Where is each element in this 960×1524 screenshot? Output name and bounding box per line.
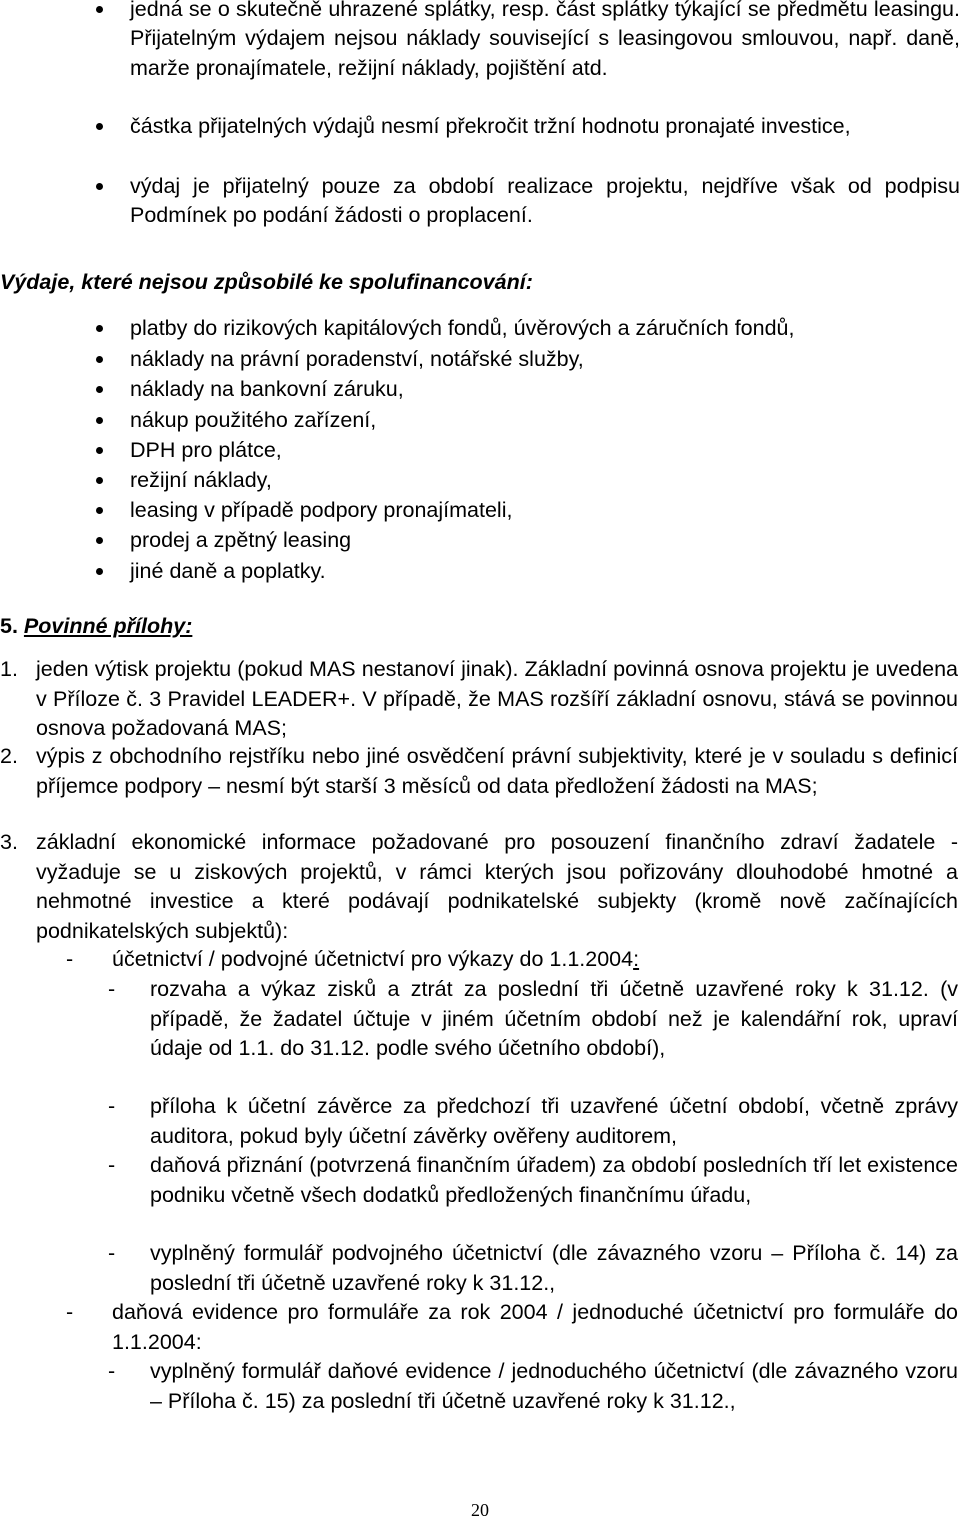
accounting-type-suffix: : [633, 947, 640, 971]
required-document-text: vyplněný formulář podvojného účetnictví (dle závazného vzoru – Příloha č. 14) za poslední tři účetně uzavřené roky k 31.12., [150, 1241, 958, 1295]
dash-marker: - [108, 977, 116, 1001]
page-number: 20 [471, 1500, 489, 1520]
accounting-type-text: účetnictví / podvojné účetnictví pro výkazy do 1.1.2004 [112, 947, 634, 971]
ineligible-heading: Výdaje, které nejsou způsobilé ke spolufinancování: [0, 270, 533, 294]
required-document-text: daňová přiznání (potvrzená finančním úřadem) za období posledních tří let existence podniku včetně všech dodatků předložených finančnímu úřadu, [150, 1153, 958, 1207]
list-item-text: leasing v případě podpory pronajímateli, [130, 498, 513, 522]
required-document-text: příloha k účetní závěrce za předchozí tři uzavřené účetní období, včetně zprávy auditora, pokud byly účetní závěrky ověřeny auditorem, [150, 1094, 958, 1148]
bullet-icon [96, 568, 103, 575]
list-item [130, 436, 960, 465]
list-item-text: částka přijatelných výdajů nesmí překročit tržní hodnotu pronajaté investice, [130, 114, 851, 138]
required-document-item [108, 1151, 958, 1210]
list-item-text: DPH pro plátce, [130, 438, 282, 462]
required-document-item [108, 1092, 958, 1151]
item-text: základní ekonomické informace požadované pro posouzení finančního zdraví žadatele - vyžaduje se u ziskových projektů, v rámci kterých jsou pořizovány dlouhodobé hmotné a nehmotné investice a které podávají podnikatelské subjekty (kromě nově začínajících podnikatelských subjektů): [36, 830, 958, 943]
list-item [130, 406, 960, 435]
list-item [130, 314, 960, 343]
list-item [130, 496, 960, 525]
dash-marker: - [108, 1241, 116, 1265]
item-number: 1. [0, 657, 18, 681]
item-text: jeden výtisk projektu (pokud MAS nestanoví jinak). Základní povinná osnova projektu je uvedena v Příloze č. 3 Pravidel LEADER+. V případě, že MAS rozšíří základní osnovu, stává se povinnou osnova požadovaná MAS; [36, 657, 958, 740]
list-item [130, 172, 960, 231]
bullet-icon [96, 6, 103, 13]
bullet-icon [96, 507, 103, 514]
required-document-item [108, 1357, 958, 1416]
required-document-item [108, 1239, 958, 1298]
required-document-item [108, 975, 958, 1064]
bullet-icon [96, 417, 103, 424]
list-item [130, 557, 960, 586]
list-item-text: náklady na právní poradenství, notářské služby, [130, 347, 584, 371]
required-document-text: vyplněný formulář daňové evidence / jednoduchého účetnictví (dle závazného vzoru – Příloha č. 15) za poslední tři účetně uzavřené roky k 31.12., [150, 1359, 958, 1413]
dash-marker: - [66, 947, 74, 971]
item-number: 3. [0, 830, 18, 854]
required-document-text: rozvaha a výkaz zisků a ztrát za poslední tři účetně uzavřené roky k 31.12. (v případě, že žadatel účtuje v jiném účetním období než je kalendářní rok, upraví údaje od 1.1. do 31.12. podle svého účetního období), [150, 977, 958, 1060]
list-item-text: jiné daně a poplatky. [130, 559, 326, 583]
list-item [130, 375, 960, 404]
dash-marker: - [66, 1300, 74, 1324]
dash-marker: - [108, 1153, 116, 1177]
item-text: výpis z obchodního rejstříku nebo jiné osvědčení právní subjektivity, které je v souladu s definicí příjemce podpory – nesmí být starší 3 měsíců od data předložení žádosti na MAS; [36, 744, 958, 798]
bullet-icon [96, 356, 103, 363]
numbered-item [0, 655, 958, 744]
list-item-text: nákup použitého zařízení, [130, 408, 377, 432]
accounting-type-item [66, 945, 958, 975]
bullet-icon [96, 183, 103, 190]
bullet-icon [96, 537, 103, 544]
list-item [130, 466, 960, 495]
accounting-type-text: daňová evidence pro formuláře za rok 2004 / jednoduché účetnictví pro formuláře do 1.1.2004: [112, 1300, 958, 1354]
list-item [130, 0, 960, 83]
numbered-item [0, 828, 958, 946]
numbered-item [0, 742, 958, 801]
bullet-icon [96, 325, 103, 332]
bullet-icon [96, 386, 103, 393]
section-number: 5. [0, 614, 18, 638]
accounting-type-item [66, 1298, 958, 1357]
item-number: 2. [0, 744, 18, 768]
dash-marker: - [108, 1094, 116, 1118]
bullet-icon [96, 477, 103, 484]
section-title: Povinné přílohy: [23, 614, 193, 638]
bullet-icon [96, 447, 103, 454]
bullet-icon [96, 123, 103, 130]
list-item-text: režijní náklady, [130, 468, 272, 492]
dash-marker: - [108, 1359, 116, 1383]
list-item [130, 526, 960, 555]
section-heading [0, 614, 192, 639]
list-item-text: výdaj je přijatelný pouze za období realizace projektu, nejdříve však od podpisu Podmínek po podání žádosti o proplacení. [130, 174, 960, 228]
list-item-text: jedná se o skutečně uhrazené splátky, resp. část splátky týkající se předmětu leasingu. Přijatelným výdajem nejsou náklady související s leasingovou smlouvou, např. daně, marže pronajímatele, režijní náklady, pojištění atd. [130, 0, 960, 80]
list-item-text: platby do rizikových kapitálových fondů, úvěrových a záručních fondů, [130, 316, 795, 340]
list-item [130, 345, 960, 374]
list-item-text: prodej a zpětný leasing [130, 528, 352, 552]
list-item-text: náklady na bankovní záruku, [130, 377, 404, 401]
list-item [130, 112, 960, 141]
